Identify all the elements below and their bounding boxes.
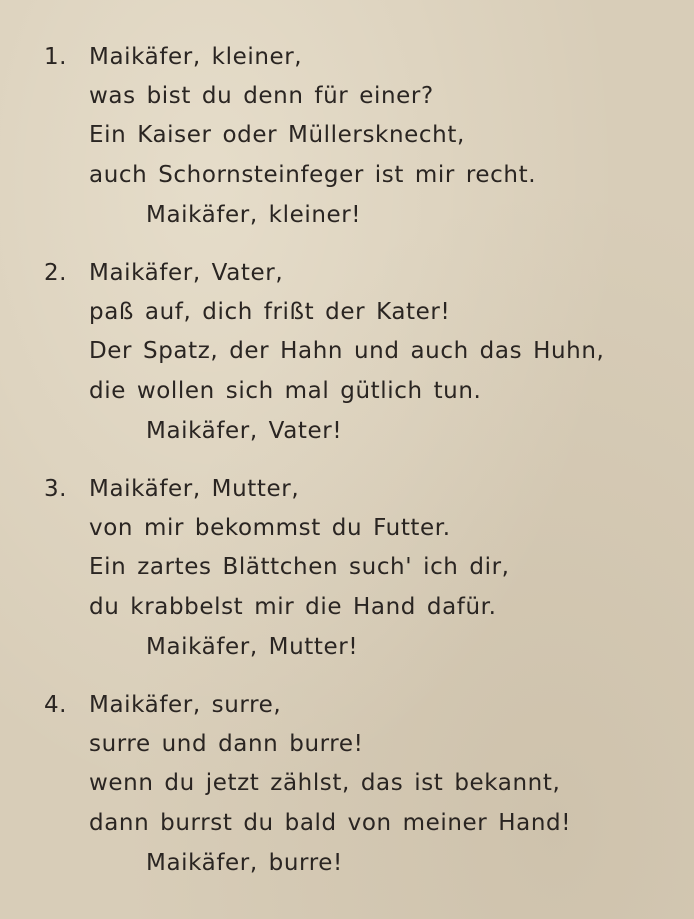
verse-line: Maikäfer, Vater, xyxy=(89,260,284,286)
verse-line: Ein Kaiser oder Müllersknecht, xyxy=(89,122,465,148)
verse-refrain: Maikäfer, kleiner! xyxy=(146,202,362,228)
verse-line: du krabbelst mir die Hand dafür. xyxy=(89,594,497,620)
verse-number: 2. xyxy=(44,260,67,286)
verse-line: dann burrst du bald von meiner Hand! xyxy=(89,810,572,836)
verse-line: was bist du denn für einer? xyxy=(89,83,434,109)
verse-line: Maikäfer, Mutter, xyxy=(89,476,300,502)
verse-line: Der Spatz, der Hahn und auch das Huhn, xyxy=(89,338,605,364)
verse-refrain: Maikäfer, burre! xyxy=(146,850,343,876)
verse-line: Maikäfer, surre, xyxy=(89,692,282,718)
verse-refrain: Maikäfer, Vater! xyxy=(146,418,343,444)
verse-line: surre und dann burre! xyxy=(89,731,364,757)
verse-line: Ein zartes Blättchen such' ich dir, xyxy=(89,554,510,580)
verse-refrain: Maikäfer, Mutter! xyxy=(146,634,359,660)
verse-number: 1. xyxy=(44,44,67,70)
verse-number: 3. xyxy=(44,476,67,502)
verse-line: paß auf, dich frißt der Kater! xyxy=(89,299,451,325)
verse-line: die wollen sich mal gütlich tun. xyxy=(89,378,482,404)
verse-line: von mir bekommst du Futter. xyxy=(89,515,451,541)
verse-line: wenn du jetzt zählst, das ist bekannt, xyxy=(89,770,561,796)
verse-line: Maikäfer, kleiner, xyxy=(89,44,303,70)
verse-number: 4. xyxy=(44,692,67,718)
verse-line: auch Schornsteinfeger ist mir recht. xyxy=(89,162,537,188)
